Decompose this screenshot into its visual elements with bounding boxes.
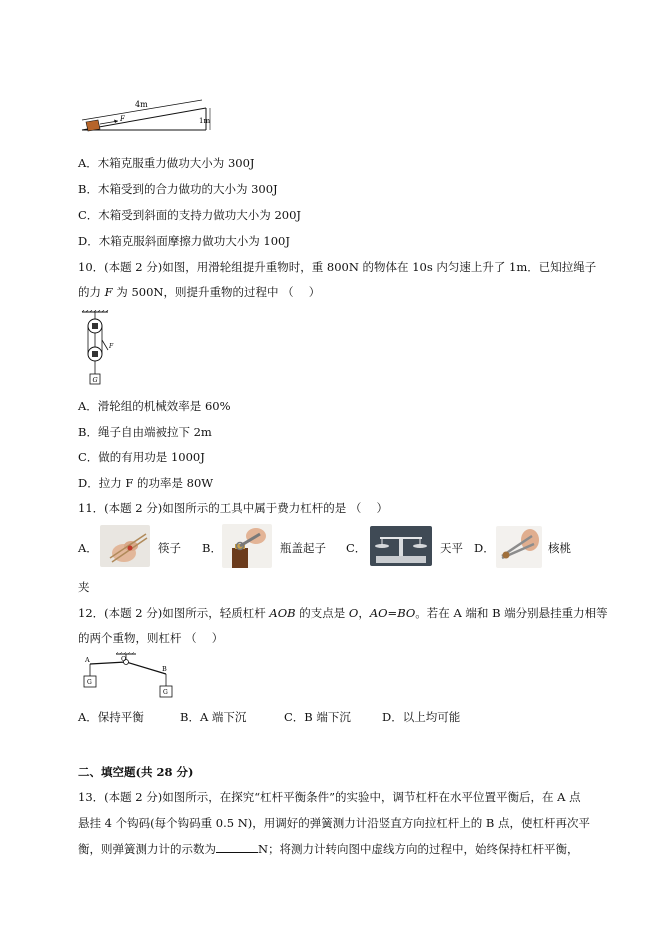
q13-stem-line2: 悬挂 4 个钩码(每个钩码重 0.5 N)，用调好的弹簧测力计沿竖直方向拉杠杆上的 B 点，使杠杆再次平	[78, 816, 591, 830]
q10-option-b: B．绳子自由端被拉下 2m	[78, 425, 212, 439]
q9-option-c: C．木箱受到斜面的支持力做功大小为 200J	[78, 208, 302, 222]
chopsticks-image	[100, 525, 150, 567]
q9-option-b: B．木箱受到的合力做功的大小为 300J	[78, 182, 278, 196]
q12-option-b: B．A 端下沉	[180, 710, 247, 724]
incline-force-label: F	[120, 115, 125, 123]
q10-option-c: C．做的有用功是 1000J	[78, 450, 205, 464]
bottle-opener-image	[222, 524, 272, 568]
pulley-weight-label: G	[92, 376, 98, 384]
lever-label-b: B	[162, 665, 167, 673]
q11-option-c-name: 天平	[440, 541, 463, 555]
incline-height-label: 1m	[199, 117, 211, 125]
q10-stem-line2: 的力 F 为 500N，则提升重物的过程中 （ ）	[78, 285, 321, 299]
nutcracker-image	[496, 526, 542, 568]
q10-option-a: A．滑轮组的机械效率是 60%	[78, 399, 231, 413]
q12-option-d: D．以上均可能	[382, 710, 461, 724]
q12-option-a: A．保持平衡	[78, 710, 144, 724]
q11-stem: 11．(本题 2 分)如图所示的工具中属于费力杠杆的是 （ ）	[78, 501, 389, 515]
lever-figure	[78, 652, 178, 700]
lever-weight-left-label: G	[87, 679, 92, 686]
pulley-figure	[80, 310, 122, 388]
pulley-force-label: F	[109, 343, 114, 350]
q11-option-d-name-wrap: 夹	[78, 580, 90, 594]
answer-blank[interactable]	[216, 840, 258, 853]
q11-option-a-letter: A．	[78, 541, 98, 555]
q11-option-a-name: 筷子	[158, 541, 181, 555]
q11-option-b-name: 瓶盖起子	[280, 541, 326, 555]
incline-figure	[80, 96, 215, 136]
q10-stem-line1: 10．(本题 2 分)如图，用滑轮组提升重物时，重 800N 的物体在 10s 内匀速上升了 1m．已知拉绳子	[78, 260, 597, 274]
q12-stem-line1: 12．(本题 2 分)如图所示，轻质杠杆 AOB 的支点是 O，AO=BO。若在 A 端和 B 端分别悬挂重力相等	[78, 606, 608, 620]
q11-option-d-letter: D．	[474, 541, 495, 555]
q11-option-c-letter: C．	[346, 541, 367, 555]
q13-stem-line1: 13．(本题 2 分)如图所示，在探究“杠杆平衡条件”的实验中，调节杠杆在水平位置平衡后，在 A 点	[78, 790, 581, 804]
lever-label-a: A	[85, 656, 90, 664]
incline-length-label: 4m	[135, 100, 148, 109]
q9-option-a: A．木箱克服重力做功大小为 300J	[78, 156, 255, 170]
q12-option-c: C．B 端下沉	[284, 710, 351, 724]
q13-stem-line3: 衡，则弹簧测力计的示数为 N；将测力计转向图中虚线方向的过程中，始终保持杠杆平衡，	[78, 842, 579, 856]
lever-weight-right-label: G	[163, 689, 168, 696]
q10-option-d: D．拉力 F 的功率是 80W	[78, 476, 214, 490]
q9-option-d: D．木箱克服斜面摩擦力做功大小为 100J	[78, 234, 290, 248]
section-title: 二、填空题(共 28 分)	[78, 765, 194, 779]
balance-scale-image	[370, 526, 432, 566]
q11-option-b-letter: B．	[202, 541, 222, 555]
lever-label-o: O	[121, 655, 127, 663]
q11-option-d-name: 核桃	[548, 541, 571, 555]
q12-stem-line2: 的两个重物，则杠杆 （ ）	[78, 631, 224, 645]
